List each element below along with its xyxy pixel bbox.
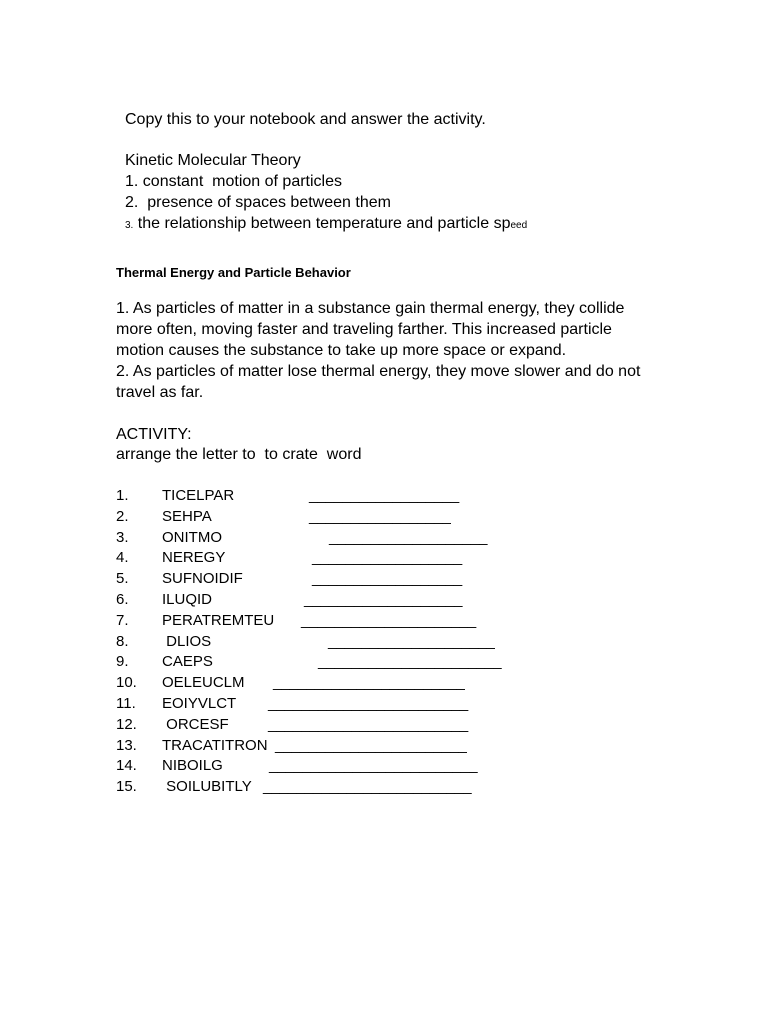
item-number: 1. [116,487,129,504]
scrambled-word: TRACATITRON [162,736,268,754]
item-number: 8. [116,632,129,650]
answer-blank: __________________ [312,549,463,567]
section-body [116,298,656,403]
scrambled-word: ORCESF [162,715,229,733]
answer-blank: ________________________ [268,695,469,712]
scrambled-word: PERATREMTEU [162,611,275,629]
scrambled-word: EOIYVLCT [162,695,237,712]
kmt-item-3-tail: eed [510,220,528,231]
scrambled-word: CAEPS [162,653,213,671]
item-number: 7. [116,611,129,629]
item-number: 11. [116,695,136,712]
item-number: 13. [116,736,137,754]
answer-blank: _________________ [309,507,451,525]
scrambled-word: NIBOILG [162,757,223,775]
activity-instruction: arrange the letter to to crate word [116,446,362,463]
scrambled-word: NEREGY [162,549,226,567]
item-number: 6. [116,591,129,608]
section-heading: Thermal Energy and Particle Behavior [116,265,351,280]
activity-label: ACTIVITY: [116,426,192,443]
item-number: 2. [116,507,129,525]
kmt-item-3-text: the relationship between temperature and particle sp [133,215,511,232]
item-number: 12. [116,715,137,733]
answer-blank: ____________________ [328,632,495,650]
answer-blank: __________________ [312,570,463,588]
answer-blank: _____________________ [301,611,477,629]
answer-blank: ______________________ [318,653,502,671]
scrambled-word: DLIOS [162,632,212,650]
kmt-title: Kinetic Molecular Theory [125,152,301,169]
paragraph-2: 2. As particles of matter lose thermal energy, they move slower and do not travel as far. [116,363,641,401]
item-number: 3. [116,528,129,546]
kmt-item-3-number: 3. [125,220,134,231]
item-number: 4. [116,549,129,567]
kmt-item-3 [125,213,527,236]
item-number: 14. [116,757,137,775]
answer-blank: _________________________ [263,778,472,796]
instruction-text: Copy this to your notebook and answer the activity. [125,111,486,128]
answer-blank: ___________________ [329,528,488,546]
kmt-item-2: 2. presence of spaces between them [125,194,391,211]
scrambled-word: SEHPA [162,507,212,525]
answer-blank: _________________________ [269,757,478,775]
answer-blank: _______________________ [273,674,465,692]
scrambled-word: ONITMO [162,528,222,546]
answer-blank: ________________________ [268,715,469,733]
scrambled-word: ILUQID [162,591,213,608]
item-number: 5. [116,570,129,588]
scrambled-word: TICELPAR [162,487,235,504]
scrambled-word: OELEUCLM [162,674,245,692]
answer-blank: _______________________ [275,736,467,754]
kmt-item-1: 1. constant motion of particles [125,173,342,190]
answer-blank: ___________________ [304,591,463,608]
item-number: 15. [116,778,137,796]
item-number: 9. [116,653,129,671]
item-number: 10. [116,674,137,692]
answer-blank: __________________ [309,487,460,504]
paragraph-1: 1. As particles of matter in a substance gain thermal energy, they collide more often, moving faster and traveling farther. This increased particle motion causes the substance to take up more space or expand. [116,300,625,359]
scrambled-word: SUFNOIDIF [162,570,243,588]
scrambled-word: SOILUBITLY [162,778,252,796]
